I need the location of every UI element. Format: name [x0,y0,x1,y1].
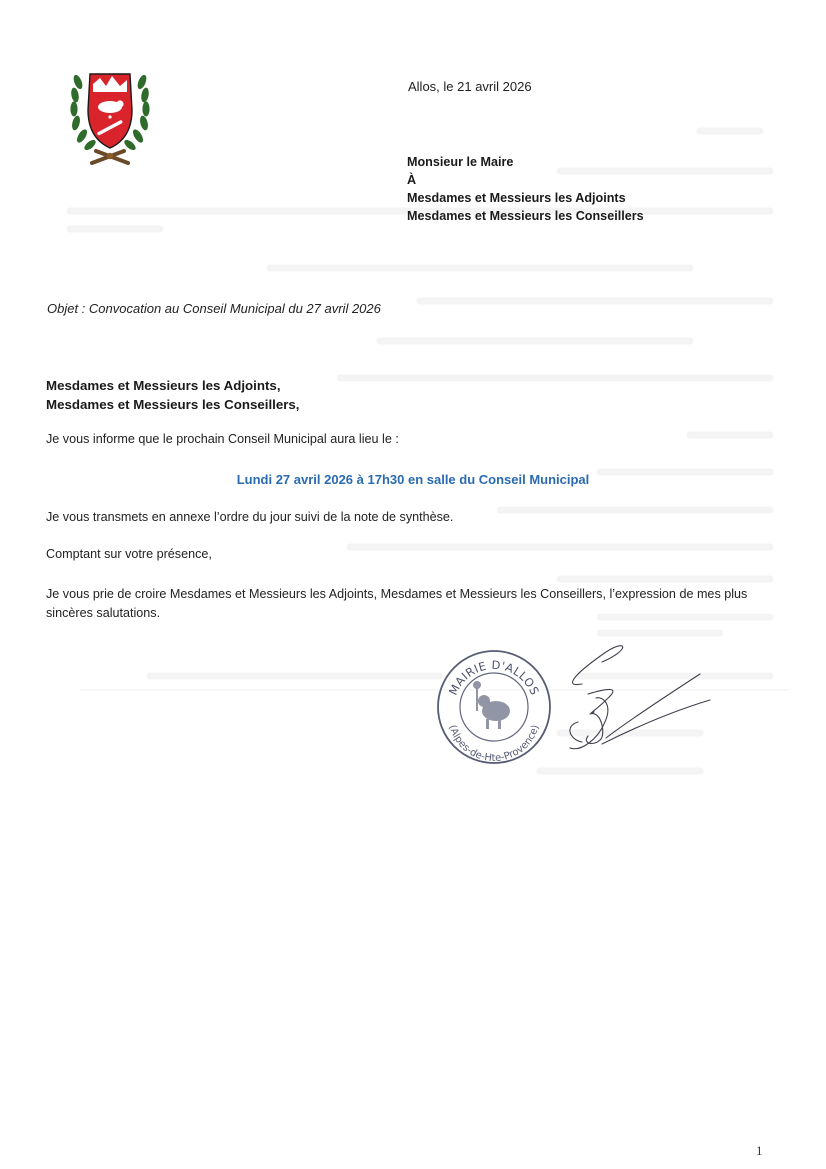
annex-paragraph: Je vous transmets en annexe l’ordre du jour suivi de la note de synthèse. [46,510,454,524]
stamp-bottom-text: (Alpes-de-Hte-Provence) [446,723,542,765]
letter-place-date: Allos, le 21 avril 2026 [408,79,532,94]
svg-text:MAIRIE D'ALLOS [446,658,542,698]
recipient-line: Mesdames et Messieurs les Adjoints [407,191,626,205]
salutation-line: Mesdames et Messieurs les Adjoints, [46,378,281,393]
letter-salutation [46,376,300,414]
mayor-signature-icon [540,640,740,760]
recipient-block [407,153,644,225]
intro-paragraph: Je vous informe que le prochain Conseil Municipal aura lieu le : [46,432,399,446]
recipient-line: Monsieur le Maire [407,155,514,169]
stamp-top-text: MAIRIE D'ALLOS [445,657,543,698]
recipient-line: À [407,173,417,187]
page-number: 1 [756,1143,763,1158]
meeting-date-highlight: Lundi 27 avril 2026 à 17h30 en salle du Conseil Municipal [236,472,590,487]
presence-paragraph: Comptant sur votre présence, [46,547,212,561]
municipal-crest-icon [66,62,154,166]
recipient-line: Mesdames et Messieurs les Conseillers [407,209,644,223]
svg-text:(Alpes-de-Hte-Provence) [446,724,541,764]
letter-subject: Objet : Convocation au Conseil Municipal du 27 avril 2026 [47,301,381,316]
mairie-stamp-icon [432,645,556,765]
closing-paragraph: Je vous prie de croire Mesdames et Messieurs les Adjoints, Mesdames et Messieurs les Conseillers, l’expression de mes plus sincères salutations. [46,587,748,620]
salutation-line: Mesdames et Messieurs les Conseillers, [46,397,300,412]
